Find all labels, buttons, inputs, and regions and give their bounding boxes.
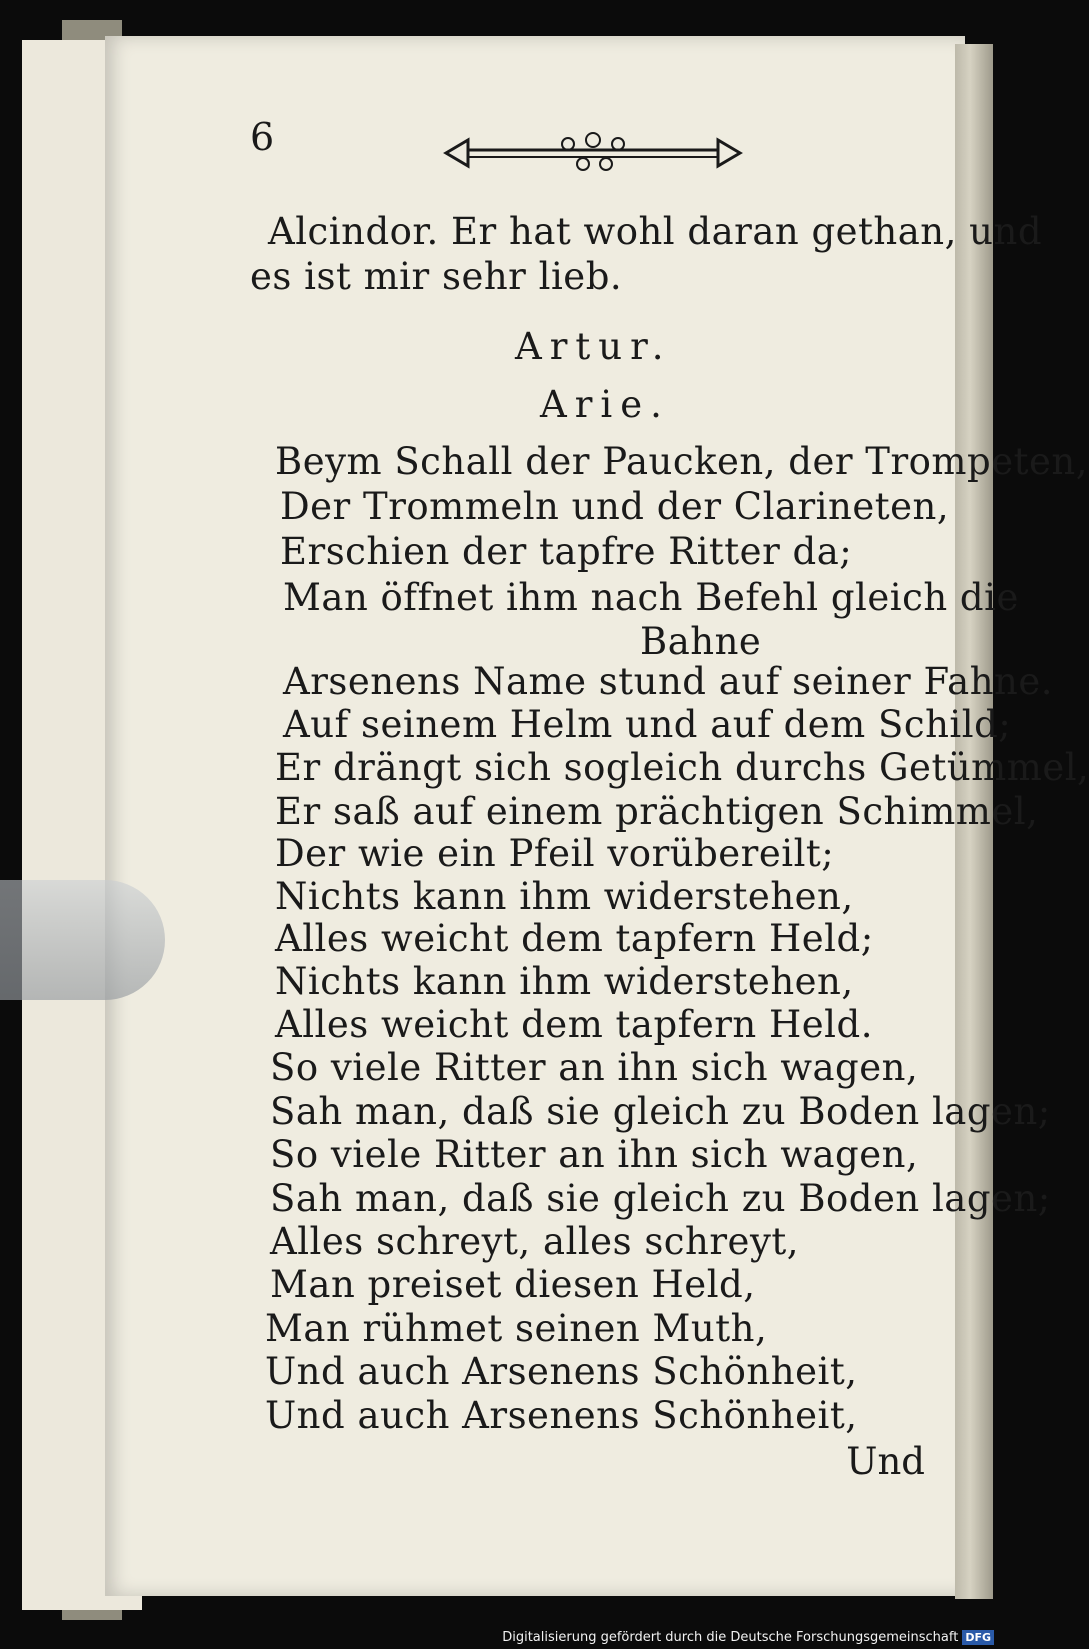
verse-line: So viele Ritter an ihn sich wagen, xyxy=(270,1046,919,1089)
footer-credit xyxy=(502,1630,994,1645)
speaker-heading: Artur. xyxy=(515,325,672,368)
verse-line: So viele Ritter an ihn sich wagen, xyxy=(270,1133,919,1176)
verse-line: Und auch Arsenens Schönheit, xyxy=(265,1394,858,1437)
catchword: Und xyxy=(846,1440,925,1483)
verse-line: Sah man, daß sie gleich zu Boden lagen; xyxy=(270,1177,1051,1220)
verse-line: Der wie ein Pfeil vorübereilt; xyxy=(275,832,835,875)
verse-line: Bahne xyxy=(640,620,762,663)
verse-line: Erschien der tapfre Ritter da; xyxy=(280,530,853,573)
ornament-rule-icon xyxy=(438,130,748,176)
verse-line: Der Trommeln und der Clarineten, xyxy=(280,485,950,528)
verse-line: Er drängt sich sogleich durchs Getümmel, xyxy=(275,746,1089,789)
verse-line: Alles weicht dem tapfern Held; xyxy=(275,917,874,960)
verse-line: Auf seinem Helm und auf dem Schild; xyxy=(283,703,1012,746)
verse-line: Sah man, daß sie gleich zu Boden lagen; xyxy=(270,1090,1051,1133)
verse-line: Nichts kann ihm widerstehen, xyxy=(275,875,854,918)
aria-heading: Arie. xyxy=(540,383,670,426)
verse-line: Beym Schall der Paucken, der Trompeten, xyxy=(275,440,1088,483)
footer-text: Digitalisierung gefördert durch die Deutsche Forschungsgemeinschaft xyxy=(502,1630,959,1645)
prose-line: es ist mir sehr lieb. xyxy=(250,255,623,298)
verse-line: Er saß auf einem prächtigen Schimmel, xyxy=(275,790,1039,833)
dfg-logo: DFG xyxy=(962,1630,994,1645)
verse-line: Man öffnet ihm nach Befehl gleich die xyxy=(283,576,1019,619)
prose-line: Alcindor. Er hat wohl daran gethan, und xyxy=(268,210,1043,253)
verse-line: Und auch Arsenens Schönheit, xyxy=(265,1350,858,1393)
verse-line: Alles schreyt, alles schreyt, xyxy=(270,1220,799,1263)
verse-line: Alles weicht dem tapfern Held. xyxy=(275,1003,873,1046)
verse-line: Nichts kann ihm widerstehen, xyxy=(275,960,854,1003)
verse-line: Man rühmet seinen Muth, xyxy=(265,1307,768,1350)
page-number: 6 xyxy=(250,115,275,159)
verse-line: Arsenens Name stund auf seiner Fahne. xyxy=(283,660,1054,703)
verse-line: Man preiset diesen Held, xyxy=(270,1263,756,1306)
